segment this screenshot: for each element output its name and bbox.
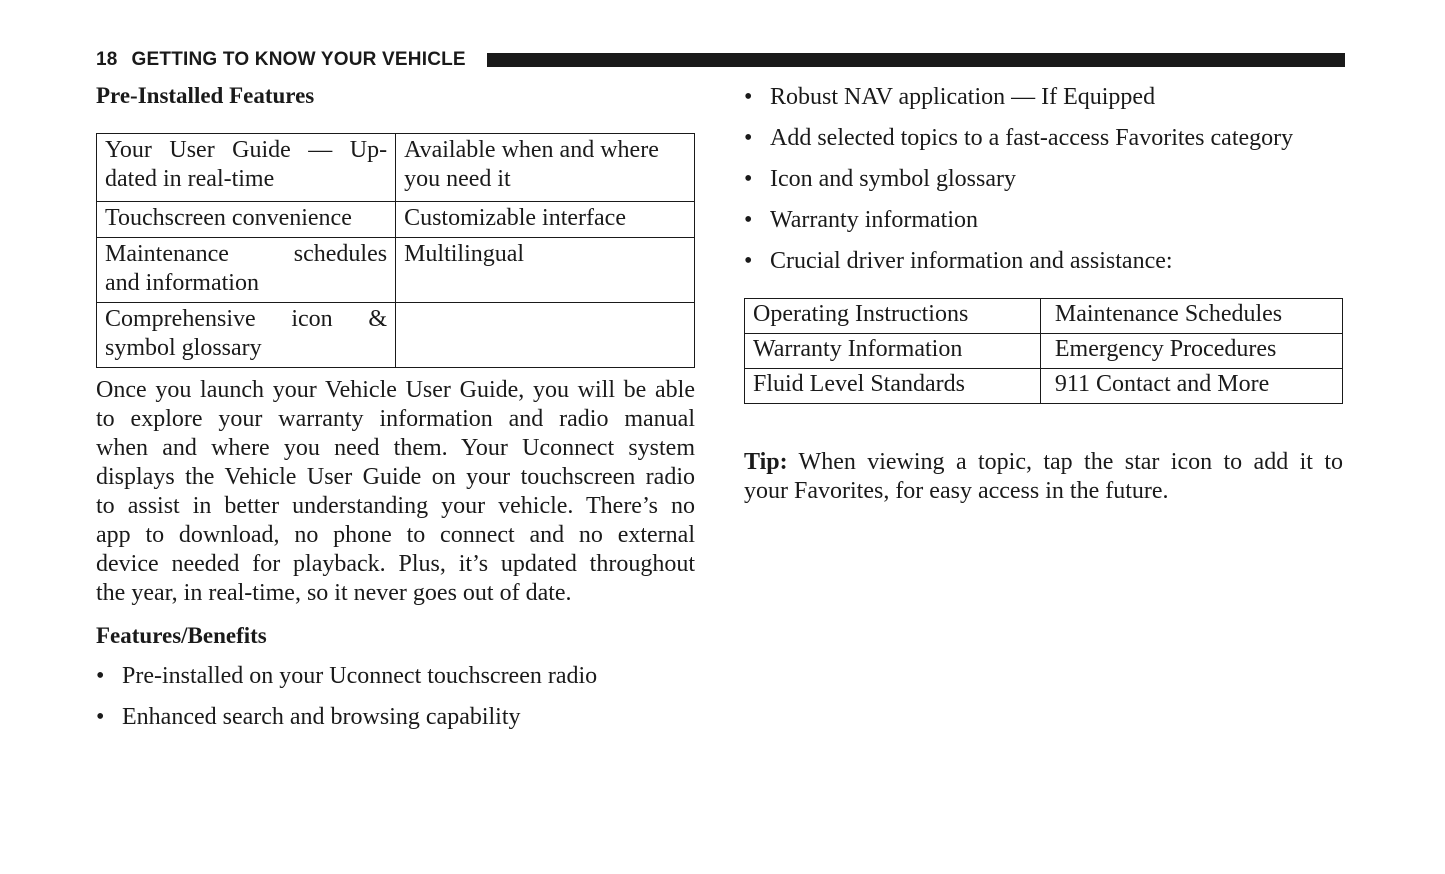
table-row bbox=[745, 369, 1343, 404]
table-cell: Emergency Procedures bbox=[1040, 334, 1342, 369]
table-row bbox=[745, 299, 1343, 334]
table-cell bbox=[97, 134, 396, 202]
cell-line: Comprehensive icon & bbox=[105, 306, 388, 332]
table-cell: 911 Contact and More bbox=[1040, 369, 1342, 404]
list-item: • Crucial driver information and assistance: bbox=[744, 247, 1364, 288]
cell-line: symbol glossary bbox=[105, 335, 262, 361]
table-row bbox=[97, 238, 695, 303]
list-item: • Enhanced search and browsing capability bbox=[96, 703, 696, 744]
table-row bbox=[97, 202, 695, 238]
table-cell bbox=[396, 238, 695, 303]
table-row bbox=[745, 334, 1343, 369]
features-heading: Features/Benefits bbox=[96, 623, 267, 648]
list-item: • Robust NAV application — If Equipped bbox=[744, 83, 1364, 124]
table-cell bbox=[396, 303, 695, 368]
table-cell bbox=[97, 238, 396, 303]
table-cell: Operating Instructions bbox=[745, 299, 1041, 334]
running-header bbox=[96, 49, 466, 71]
list-item: • Add selected topics to a fast-access Favorites category bbox=[744, 124, 1364, 165]
table-row bbox=[97, 134, 695, 202]
benefits-list bbox=[744, 83, 1364, 288]
tip-label: Tip: bbox=[744, 449, 788, 475]
intro-paragraph bbox=[96, 376, 695, 608]
list-item: • Icon and symbol glossary bbox=[744, 165, 1364, 206]
cell-line: Touchscreen convenience bbox=[105, 205, 352, 231]
list-item: • Warranty information bbox=[744, 206, 1364, 247]
list-item: • Pre-installed on your Uconnect touchscreen radio bbox=[96, 662, 696, 703]
table-cell: Warranty Information bbox=[745, 334, 1041, 369]
table-cell bbox=[97, 202, 396, 238]
paragraph-line: when and where you need them. Your Uconnect system bbox=[96, 435, 695, 461]
cell-line: Your User Guide — Up- bbox=[105, 137, 388, 163]
cell-line: Multilingual bbox=[404, 241, 525, 267]
paragraph-line: to explore your warranty information and radio manual bbox=[96, 406, 695, 432]
features-table bbox=[96, 133, 695, 368]
paragraph-line: Once you launch your Vehicle User Guide, you will be able bbox=[96, 377, 695, 403]
cell-line: Maintenance schedules bbox=[105, 241, 388, 267]
paragraph-line: to assist in better understanding your vehicle. There’s no bbox=[96, 493, 695, 519]
paragraph-line: device needed for playback. Plus, it’s updated throughout bbox=[96, 551, 695, 577]
paragraph-line: the year, in real-time, so it never goes out of date. bbox=[96, 580, 572, 606]
table-row bbox=[97, 303, 695, 368]
table-cell: Maintenance Schedules bbox=[1040, 299, 1342, 334]
paragraph-line: displays the Vehicle User Guide on your touchscreen radio bbox=[96, 464, 695, 490]
cell-line: Available when and where bbox=[404, 137, 659, 163]
tip-line: your Favorites, for easy access in the future. bbox=[744, 478, 1169, 504]
table-cell bbox=[396, 202, 695, 238]
table-cell: Fluid Level Standards bbox=[745, 369, 1041, 404]
cell-line: Customizable interface bbox=[404, 205, 626, 231]
header-rule bbox=[487, 53, 1345, 67]
table-cell bbox=[97, 303, 396, 368]
cell-line: you need it bbox=[404, 166, 511, 192]
paragraph-line: app to download, no phone to connect and no external bbox=[96, 522, 695, 548]
table-cell bbox=[396, 134, 695, 202]
page-number: 18 bbox=[96, 49, 118, 70]
section-title: GETTING TO KNOW YOUR VEHICLE bbox=[131, 49, 466, 70]
features-list bbox=[96, 662, 696, 744]
tip-paragraph bbox=[744, 448, 1343, 506]
cell-line: dated in real-time bbox=[105, 166, 275, 192]
cell-line: and information bbox=[105, 270, 259, 296]
section-heading: Pre-Installed Features bbox=[96, 83, 315, 108]
info-table bbox=[744, 298, 1343, 404]
tip-line: When viewing a topic, tap the star icon to add it to bbox=[798, 449, 1343, 475]
